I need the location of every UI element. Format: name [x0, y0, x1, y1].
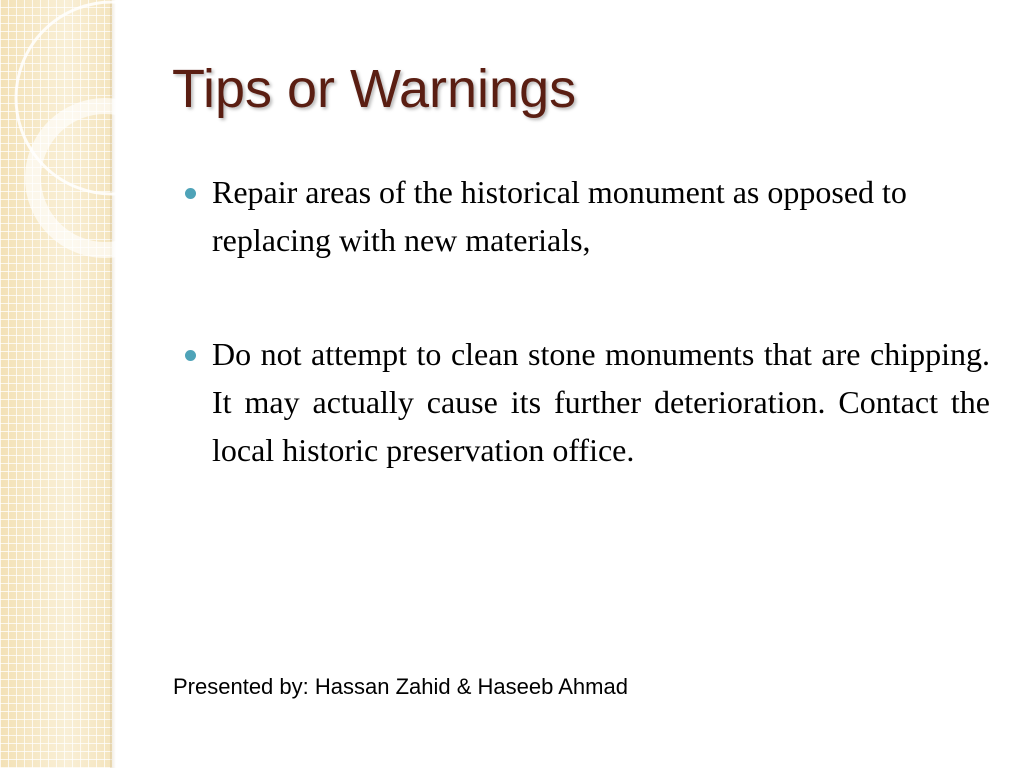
bullet-item — [212, 168, 990, 264]
decorative-rings — [0, 0, 130, 260]
bullet-dot-icon — [185, 188, 196, 199]
bullet-dot-icon — [185, 350, 196, 361]
slide-title: Tips or Warnings — [172, 59, 577, 119]
presenter-footer: Presented by: Hassan Zahid & Haseeb Ahmad — [173, 674, 628, 699]
bullet-list — [212, 168, 990, 540]
bullet-item — [212, 330, 990, 474]
bullet-text: Do not attempt to clean stone monuments that are chipping. It may actually cause its further deterioration. Contact the local historic preservation office. — [212, 336, 990, 468]
bullet-text: Repair areas of the historical monument as opposed to replacing with new materials, — [212, 174, 907, 258]
decorative-ring-small — [33, 106, 130, 250]
